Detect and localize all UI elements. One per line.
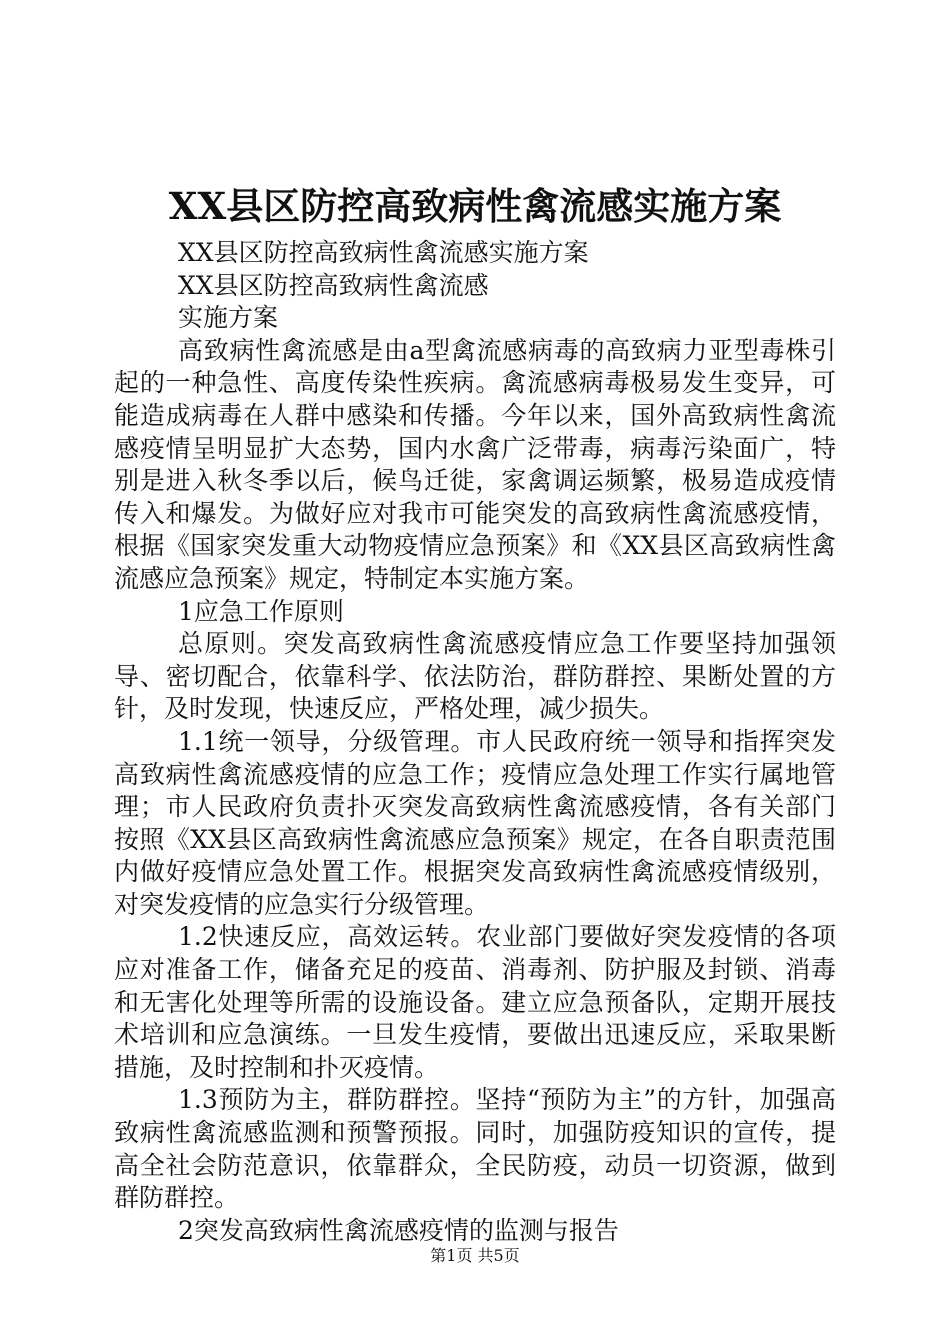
document-body [114, 237, 836, 1247]
page-number: 第1页 共5页 [430, 1246, 520, 1265]
section-heading: 1应急工作原则 [178, 596, 344, 626]
paragraph-intro: 高致病性禽流感是由a型禽流感病毒的高致病力亚型毒株引起的一种急性、高度传染性疾病。禽流感病毒极易发生变异，可能造成病毒在人群中感染和传播。今年以来，国外高致病性禽流感疫情呈明显扩大态势，国内水禽广泛带毒，病毒污染面广，特别是进入秋冬季以后，候鸟迁徙，家禽调运频繁，极易造成疫情传入和爆发。为做好应对我市可能突发的高致病性禽流感疫情，根据《国家突发重大动物疫情应急预案》和《XX县区高致病性禽流感应急预案》规定，特制定本实施方案。 [114, 335, 836, 593]
paragraph-subtitle: XX县区防控高致病性禽流感实施方案 [178, 238, 589, 267]
paragraph-principle: 总原则。突发高致病性禽流感疫情应急工作要坚持加强领导、密切配合，依靠科学、依法防治，群防群控、果断处置的方针，及时发现，快速反应，严格处理，减少损失。 [114, 629, 836, 724]
paragraph-1-2: 1.2快速反应，高效运转。农业部门要做好突发疫情的各项应对准备工作，储备充足的疫苗、消毒剂、防护服及封锁、消毒和无害化处理等所需的设施设备。建立应急预备队，定期开展技术培训和应急演练。一旦发生疫情，要做出迅速反应，采取果断措施，及时控制和扑灭疫情。 [114, 922, 836, 1082]
section-heading: 2突发高致病性禽流感疫情的监测与报告 [178, 1215, 619, 1245]
paragraph-1-1: 1.1统一领导，分级管理。市人民政府统一领导和指挥突发高致病性禽流感疫情的应急工作；疫情应急处理工作实行属地管理；市人民政府负责扑灭突发高致病性禽流感疫情，各有关部门按照《XX县区高致病性禽流感应急预案》规定，在各自职责范围内做好疫情应急处置工作。根据突发高致病性禽流感疫情级别，对突发疫情的应急实行分级管理。 [114, 726, 836, 919]
paragraph-subtitle-line: XX县区防控高致病性禽流感 [178, 270, 489, 300]
paragraph-1-3: 1.3预防为主，群防群控。坚持“预防为主”的方针，加强高致病性禽流感监测和预警预报。同时，加强防疫知识的宣传，提高全社会防范意识，依靠群众，全民防疫，动员一切资源，做到群防群控。 [114, 1085, 836, 1213]
paragraph-subtitle-tail: 实施方案 [178, 303, 279, 333]
document-title: XX县区防控高致病性禽流感实施方案 [168, 184, 782, 228]
